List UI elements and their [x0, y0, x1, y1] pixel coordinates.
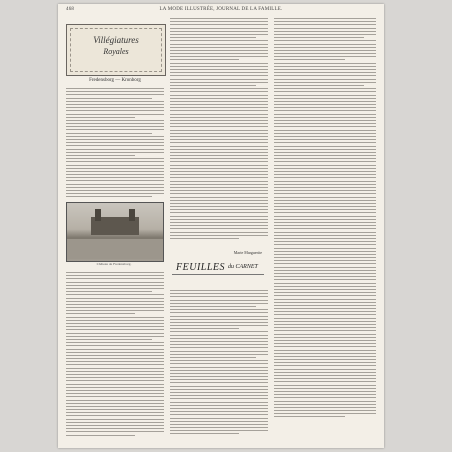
lake: [67, 239, 163, 259]
article-signature: Marie Marguerite: [233, 250, 262, 255]
running-head: [66, 7, 376, 16]
castle-tower: [95, 209, 101, 221]
photo-caption: Château de Fredensborg.: [96, 262, 132, 266]
page-number: 468: [66, 7, 75, 12]
newspaper-page: [58, 4, 384, 448]
article-title-line1: Villégiatures: [93, 35, 139, 45]
feuilles-title-suffix: du CARNET: [228, 264, 258, 270]
feuilles-heading: [170, 258, 268, 286]
castle-photo: [66, 202, 164, 262]
article-subtitle: Fredensborg — Kronborg: [89, 78, 141, 83]
ornament-swirl: [172, 274, 264, 275]
text-block: [66, 88, 164, 200]
article-title-banner: [66, 24, 166, 76]
text-block: [170, 18, 268, 241]
text-block: [274, 18, 376, 420]
article-title-line2: Royales: [103, 47, 129, 56]
text-block: [170, 290, 268, 437]
journal-title: LA MODE ILLUSTRÉE, JOURNAL DE LA FAMILLE.: [159, 7, 283, 12]
castle-tower: [129, 209, 135, 221]
text-block: [66, 272, 164, 438]
feuilles-title: FEUILLES: [176, 262, 225, 273]
